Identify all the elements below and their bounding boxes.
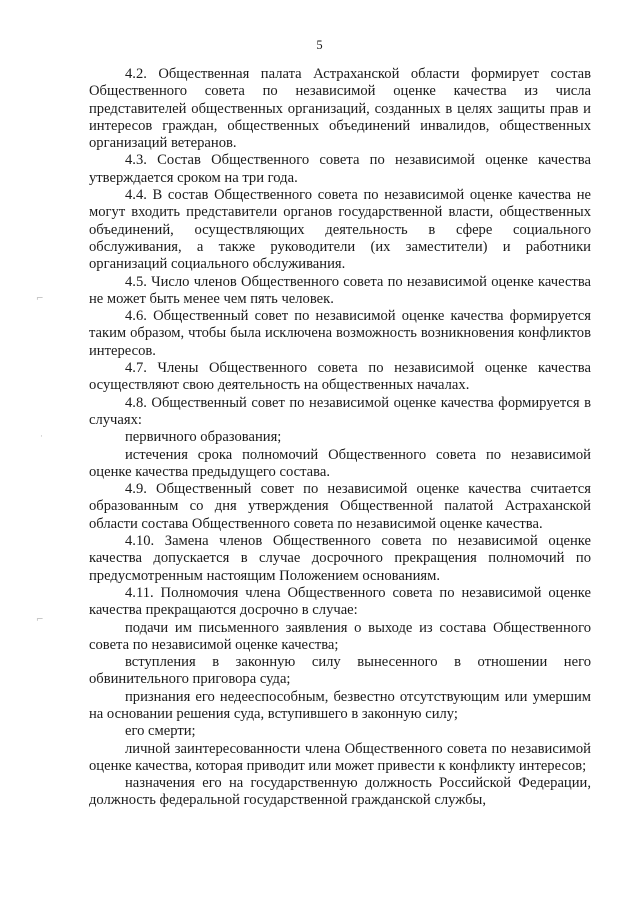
- paragraph-4-8: 4.8. Общественный совет по независимой оценке качества формируется в случаях:: [89, 394, 591, 428]
- paragraph-4-2: 4.2. Общественная палата Астраханской области формирует состав Общественного совета по независимой оценке качества из числа представителей общественных организаций, созданных в целях защиты прав и интересов граждан, общественных объединений инвалидов, общественных организаций ветеранов.: [89, 66, 591, 152]
- margin-scan-mark: ⌐: [36, 615, 44, 625]
- paragraph-4-7: 4.7. Члены Общественного совета по независимой оценке качества осуществляют свою деятельность на общественных началах.: [89, 360, 591, 394]
- list-item-term-expiry: истечения срока полномочий Общественного совета по независимой оценке качества предыдущего состава.: [89, 446, 591, 480]
- list-item-death: его смерти;: [125, 723, 196, 740]
- paragraph-4-3: 4.3. Состав Общественного совета по независимой оценке качества утверждается сроком на три года.: [89, 152, 591, 186]
- list-item-written-request: подачи им письменного заявления о выходе из состава Общественного совета по независимой оценке качества;: [89, 619, 591, 653]
- paragraph-4-10: 4.10. Замена членов Общественного совета по независимой оценке качества допускается в случае досрочного прекращения полномочий по предусмотренным настоящим Положением основаниям.: [89, 533, 591, 584]
- paragraph-4-5: 4.5. Число членов Общественного совета по независимой оценке качества не может быть менее чем пять человек.: [89, 273, 591, 307]
- paragraph-4-9: 4.9. Общественный совет по независимой оценке качества считается образованным со дня утверждения Общественной палатой Астраханской области состава Общественного совета по независимой оценке качества.: [89, 481, 591, 532]
- paragraph-4-4: 4.4. В состав Общественного совета по независимой оценке качества не могут входить представители органов государственной власти, общественных объединений, осуществляющих деятельность в сфере социального обслуживания, а также руководители (их заместители) и работники организаций социального обслуживания.: [89, 187, 591, 273]
- document-body: [89, 66, 591, 810]
- margin-scan-mark: ·: [40, 432, 43, 442]
- list-item-conviction: вступления в законную силу вынесенного в отношении него обвинительного приговора суда;: [89, 654, 591, 688]
- list-item-primary-formation: первичного образования;: [125, 429, 282, 446]
- paragraph-4-11: 4.11. Полномочия члена Общественного совета по независимой оценке качества прекращаются досрочно в случае:: [89, 584, 591, 619]
- paragraph-4-6: 4.6. Общественный совет по независимой оценке качества формируется таким образом, чтобы была исключена возможность возникновения конфликтов интересов.: [89, 308, 591, 359]
- list-item-incapacity: признания его недееспособным, безвестно отсутствующим или умершим на основании решения суда, вступившего в законную силу;: [89, 688, 591, 722]
- list-item-conflict-of-interest: личной заинтересованности члена Общественного совета по независимой оценке качества, которая приводит или может привести к конфликту интересов;: [89, 740, 591, 774]
- page-number: 5: [316, 38, 323, 52]
- margin-scan-mark: ⌐: [36, 294, 44, 304]
- list-item-appointment: назначения его на государственную должность Российской Федерации, должность федеральной государственной гражданской службы,: [89, 775, 591, 809]
